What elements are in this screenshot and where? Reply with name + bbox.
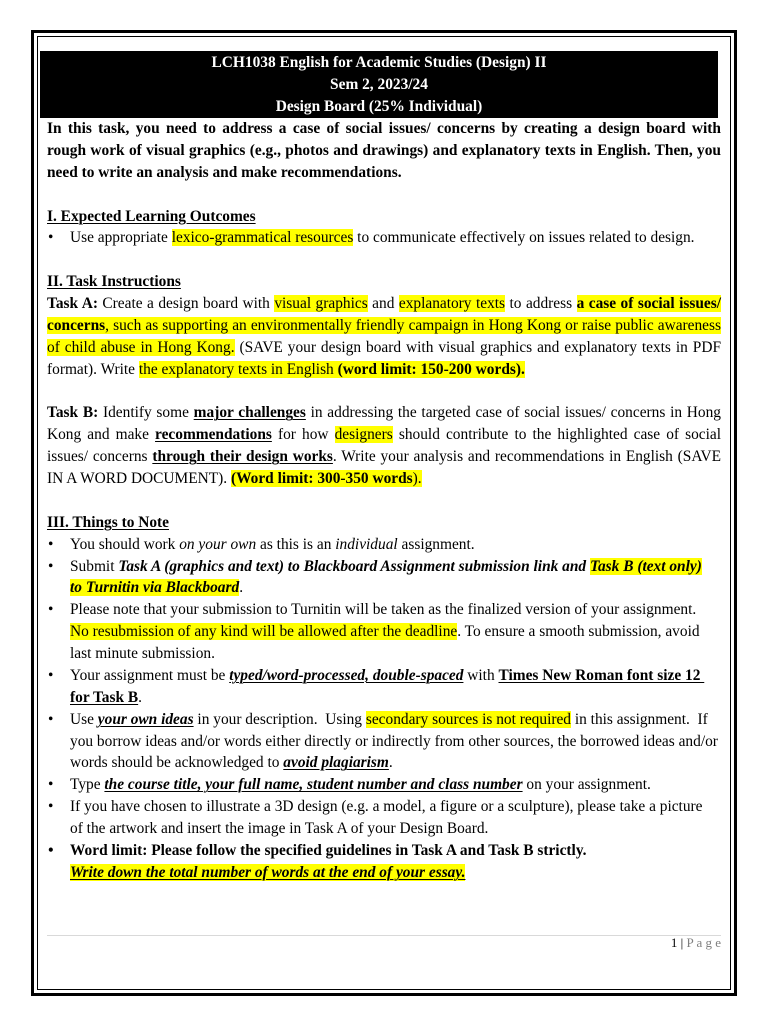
bullet-icon (48, 556, 53, 578)
plain-text: Identify some (98, 404, 194, 422)
section-heading: I. Expected Learning Outcomes (47, 207, 256, 225)
emphasis-phrase: through their design works (152, 448, 333, 466)
bullet-icon (48, 534, 53, 556)
plain-text: Use (70, 710, 98, 728)
plain-text: to communicate effectively on issues related to design. (353, 229, 695, 247)
plain-text: Create a design board with (97, 295, 275, 312)
plain-text: format). Write (47, 360, 139, 378)
emphasis-phrase: individual (335, 535, 398, 553)
semester-label: Sem 2, 2023/24 (330, 76, 428, 93)
task-b-label: Task B: (47, 404, 99, 422)
plain-text: . To ensure a smooth submission, avoid (457, 623, 700, 641)
plain-text: words should be acknowledged to (70, 754, 284, 772)
blank-line (47, 381, 721, 403)
task-b-line (47, 424, 721, 446)
highlighted-phrase: designers (334, 426, 393, 444)
highlighted-phrase: ). (412, 470, 422, 487)
blank-line (47, 490, 721, 512)
highlighted-phrase: secondary sources is not required (365, 710, 572, 728)
bullet-continuation (47, 643, 721, 665)
bullet-continuation (47, 818, 721, 840)
highlighted-phrase: lexico-grammatical resources (171, 229, 354, 247)
bullet-item (47, 556, 721, 578)
bullet-icon (48, 227, 53, 249)
highlighted-phrase: to Turnitin via Blackboard (70, 579, 240, 597)
highlighted-phrase: the explanatory texts in English (138, 360, 338, 378)
plain-text: Submit (70, 557, 119, 575)
page-label: P a g e (686, 935, 721, 950)
bullet-item (47, 665, 721, 687)
highlighted-phrase: Write down the total number of words at the end of your essay. (70, 863, 466, 881)
task-a-line (47, 315, 721, 337)
highlighted-phrase: explanatory texts (398, 295, 506, 312)
plain-text: Use appropriate (70, 229, 172, 247)
plain-text: issues/ concerns (47, 448, 153, 466)
bullet-item (47, 534, 721, 556)
plain-text: in this assignment. If (571, 710, 708, 728)
bullet-item (47, 774, 721, 796)
bullet-continuation (47, 621, 721, 643)
bullet-icon (48, 840, 53, 862)
plain-text: Your assignment must be (70, 666, 230, 684)
plain-text: as this is an (256, 535, 336, 553)
highlighted-phrase: a case of social issues/ (576, 295, 721, 312)
plain-text: (SAVE your design board with visual graphics and explanatory texts in PDF (234, 338, 721, 356)
bullet-icon (48, 665, 53, 687)
section-heading: II. Task Instructions (47, 273, 181, 291)
plain-text: in your description. Using (193, 710, 366, 728)
plain-text: last minute submission. (70, 645, 215, 662)
plain-text: assignment. (397, 535, 475, 553)
bullet-continuation (47, 687, 721, 709)
assignment-title: Design Board (25% Individual) (275, 98, 483, 115)
bullet-item (47, 840, 721, 862)
task-b-line (47, 402, 721, 424)
title-banner (40, 51, 718, 118)
course-title: LCH1038 English for Academic Studies (Design) II (211, 54, 547, 71)
bullet-icon (48, 796, 53, 818)
emphasis-phrase: for Task B (70, 688, 139, 706)
bullet-icon (48, 709, 53, 731)
intro-line: rough work of visual graphics (e.g., photos and drawings) and explanatory texts in English. Then, you (47, 141, 721, 159)
highlighted-phrase: No resubmission of any kind will be allowed after the deadline (70, 623, 458, 641)
bullet-item (47, 599, 721, 621)
section-heading-row (47, 271, 721, 293)
plain-text: . (138, 688, 143, 706)
highlighted-phrase: of child abuse in Hong Kong. (47, 338, 235, 356)
document-body (47, 118, 721, 884)
emphasis-phrase: your own ideas (97, 710, 194, 728)
task-a-line (47, 337, 721, 359)
intro-line: need to write an analysis and make recommendations. (47, 163, 402, 181)
task-b-line (47, 468, 721, 490)
word-limit-b: (Word limit: 300-350 words (230, 470, 413, 487)
plain-text: in addressing the targeted case of social issues/ concerns in Hong (305, 404, 721, 422)
page-number: 1 (670, 935, 678, 950)
plain-text: to address (505, 295, 577, 312)
emphasis-phrase: Times New Roman font size 12 (498, 666, 705, 684)
plain-text: IN A WORD DOCUMENT). (47, 470, 231, 487)
bullet-item (47, 709, 721, 731)
section-heading-row (47, 512, 721, 534)
bullet-icon (48, 774, 53, 796)
plain-text: You should work (70, 535, 180, 553)
emphasis-phrase: Word limit: Please follow the specified guidelines in Task A and Task B strictly. (70, 841, 587, 859)
plain-text: you borrow ideas and/or words either directly or indirectly from other sources, the borrowed ideas and/or (70, 732, 718, 750)
highlighted-phrase: concerns (47, 316, 106, 334)
plain-text: should contribute to the highlighted case of social (392, 426, 722, 444)
plain-text: . (388, 754, 393, 772)
emphasis-phrase: avoid plagiarism (283, 754, 389, 772)
blank-line (47, 184, 721, 206)
plain-text: for how (271, 426, 335, 444)
bullet-continuation (47, 577, 721, 599)
section-heading: III. Things to Note (47, 513, 170, 531)
task-a-line (47, 359, 721, 381)
bullet-item (47, 796, 721, 818)
bullet-continuation (47, 731, 721, 753)
page-separator: | (680, 935, 684, 950)
plain-text: on your assignment. (522, 776, 651, 794)
highlighted-phrase: Task B (text only) (589, 557, 702, 575)
intro-line: In this task, you need to address a case of social issues/ concerns by creating a design board with (47, 120, 721, 137)
plain-text: with (463, 666, 499, 684)
emphasis-phrase: typed/word-processed, double-spaced (229, 666, 464, 684)
emphasis-phrase: major challenges (193, 404, 306, 422)
bullet-icon (48, 599, 53, 621)
plain-text: of the artwork and insert the image in Task A of your Design Board. (70, 820, 489, 837)
emphasis-phrase: the course title, your full name, student number and class number (104, 776, 523, 794)
section-heading-row (47, 206, 721, 228)
page-number-footer (47, 934, 721, 952)
plain-text: Type (70, 776, 105, 794)
bullet-continuation (47, 752, 721, 774)
plain-text: Kong and make (47, 426, 156, 444)
emphasis-phrase: on your own (179, 535, 257, 553)
highlighted-phrase: visual graphics (274, 295, 368, 312)
task-a-label: Task A: (47, 295, 98, 312)
plain-text: . Write your analysis and recommendations in English (SAVE (332, 448, 721, 466)
emphasis-phrase: recommendations (155, 426, 272, 444)
highlighted-phrase: , such as supporting an environmentally friendly campaign in Hong Kong or raise public awareness (105, 316, 721, 334)
word-limit-a: (word limit: 150-200 words). (337, 360, 525, 378)
task-a-line (47, 293, 721, 315)
emphasis-phrase: Task A (graphics and text) to Blackboard Assignment submission link and (118, 557, 590, 575)
task-b-line (47, 446, 721, 468)
bullet-continuation (47, 862, 721, 884)
bullet-item (47, 227, 721, 249)
plain-text: Please note that your submission to Turnitin will be taken as the finalized version of your assignment. (70, 601, 697, 619)
plain-text: and (367, 295, 399, 312)
plain-text: If you have chosen to illustrate a 3D design (e.g. a model, a figure or a sculpture), please take a picture (70, 798, 703, 816)
blank-line (47, 249, 721, 271)
plain-text: . (239, 579, 244, 597)
